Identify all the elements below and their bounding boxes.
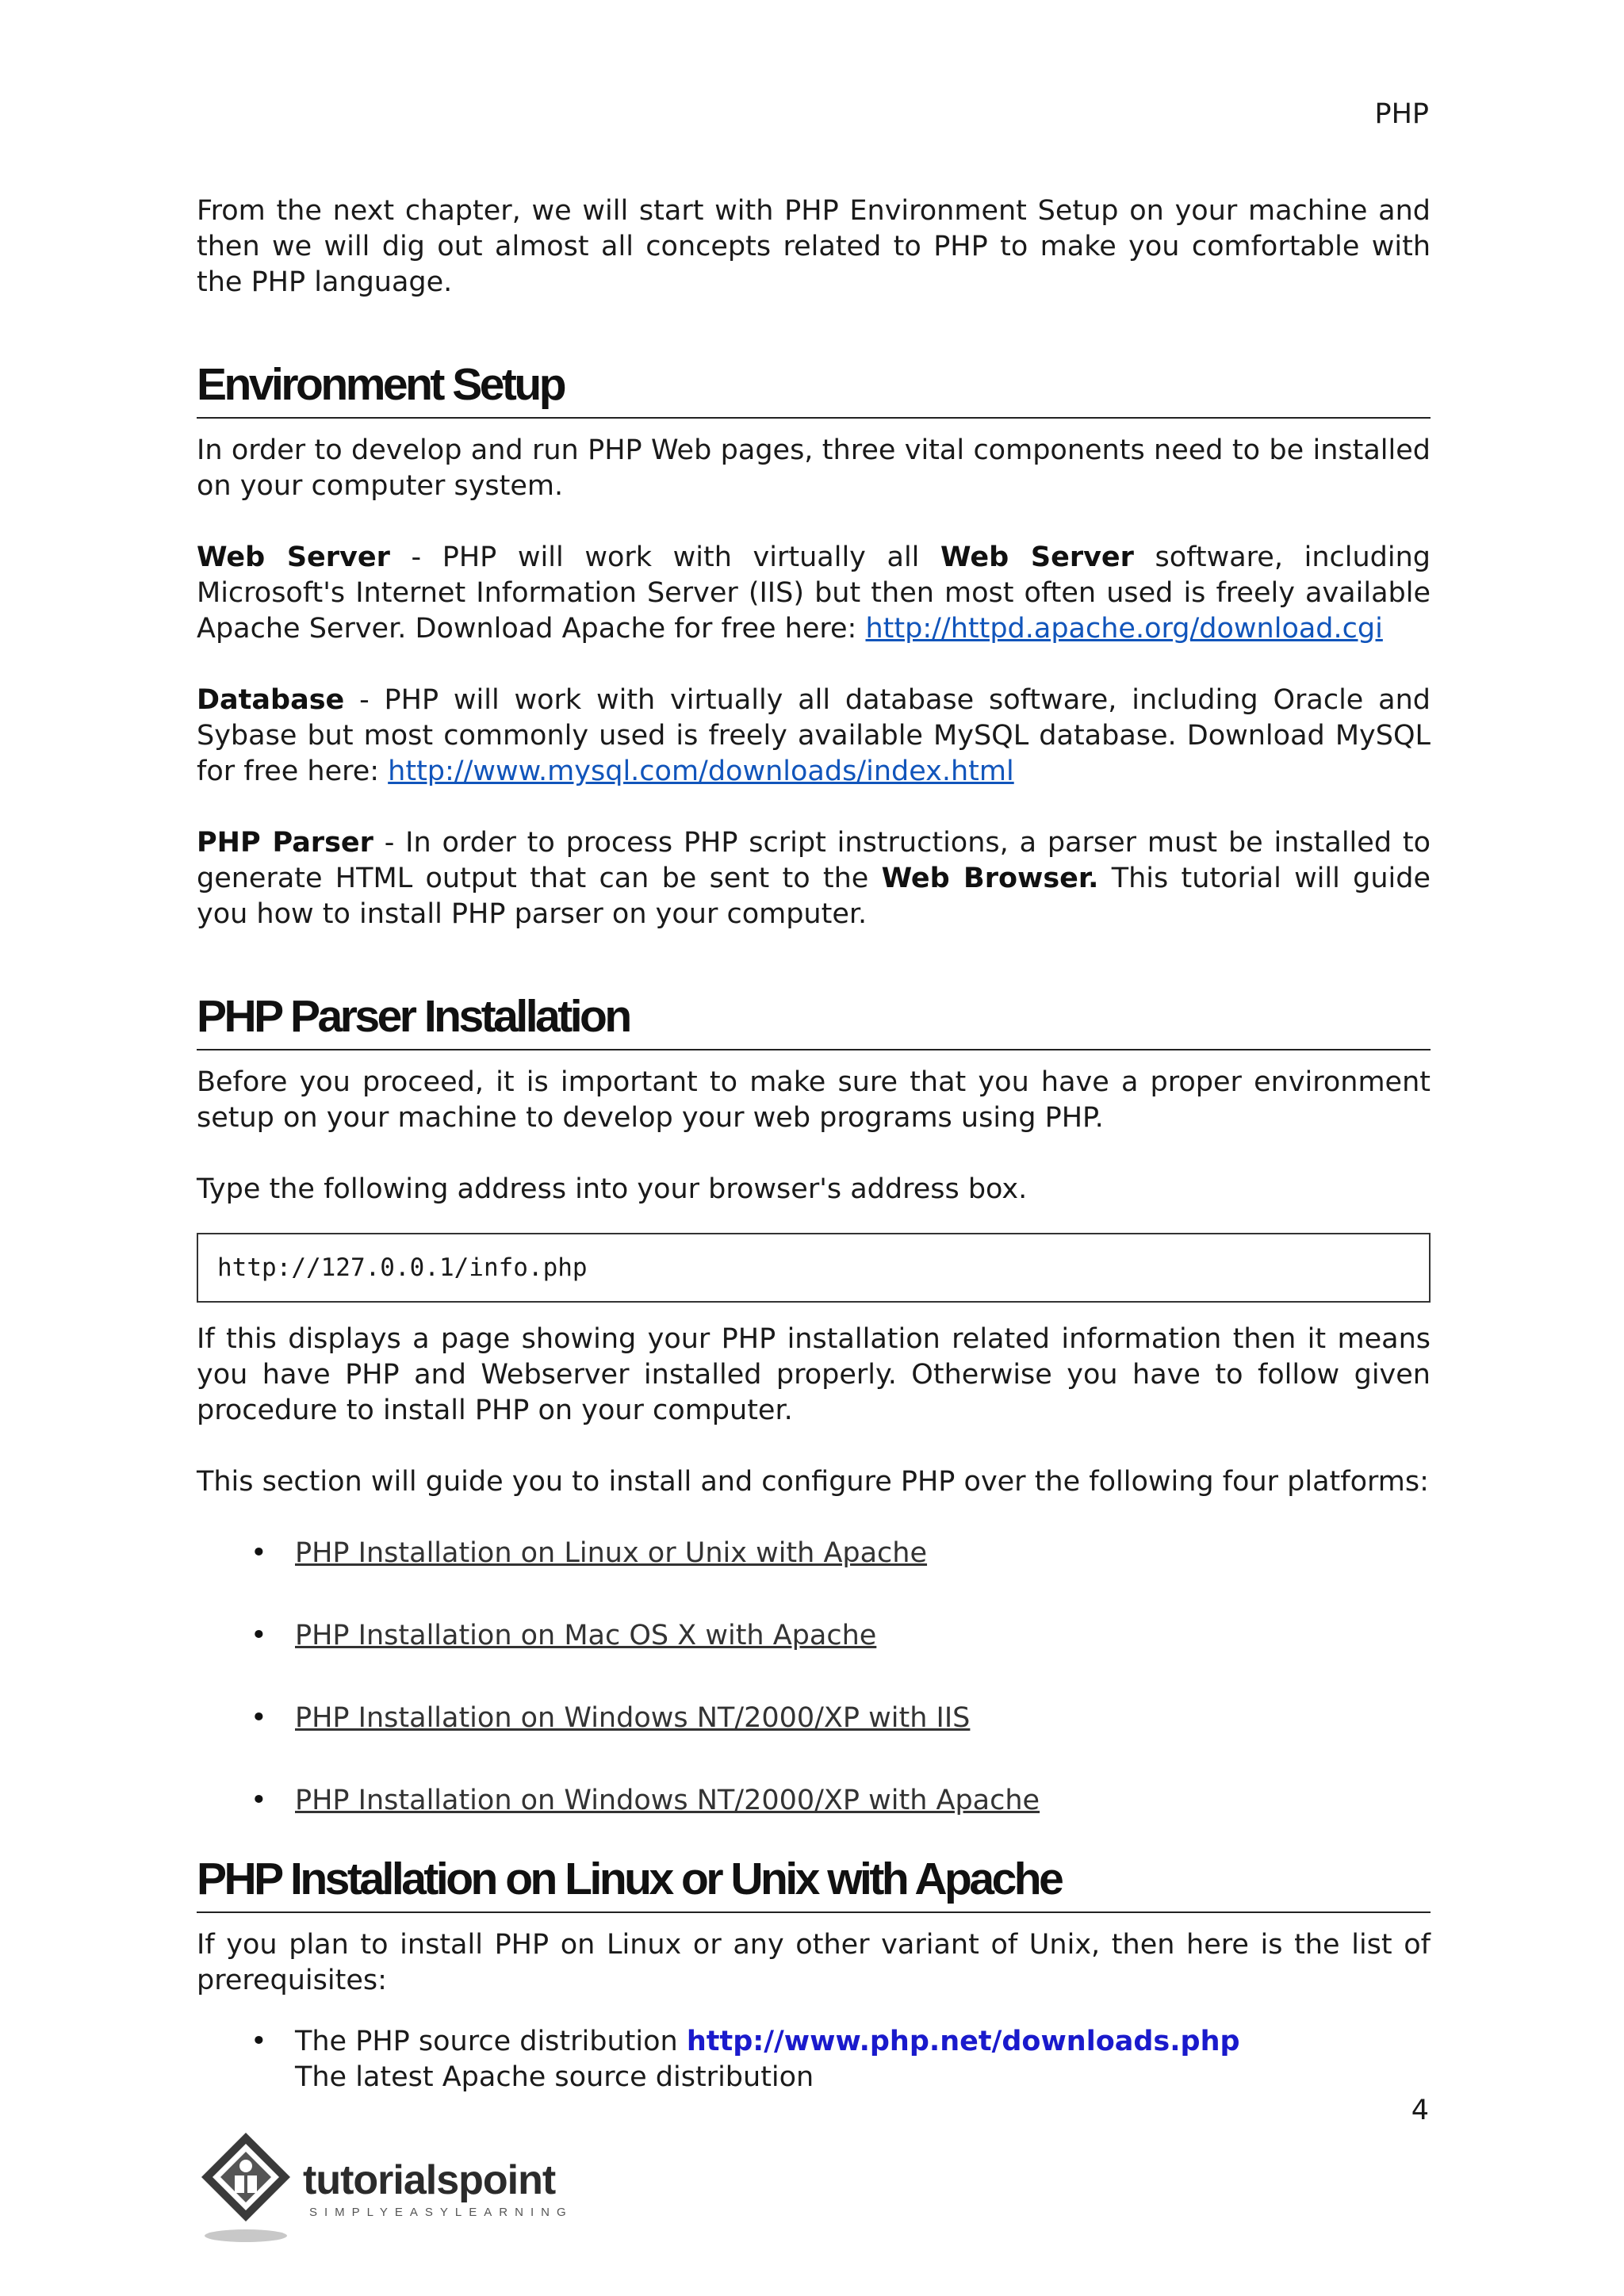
heading-environment-setup: Environment Setup (197, 357, 1431, 419)
php-parser-text-2: This tutorial will guide you how to install PHP parser on your computer. (197, 863, 1431, 930)
mysql-download-link[interactable]: http://www.mysql.com/downloads/index.html (388, 756, 1014, 787)
list-item (197, 1701, 1431, 1783)
logo-emblem-icon (197, 2126, 300, 2245)
page-number: 4 (1411, 2095, 1429, 2126)
section-gap (197, 336, 1431, 357)
php-parser-text-1: - In order to process PHP script instructions, a parser must be installed to generate HTML output that can be sent to the (197, 827, 1431, 894)
database-text: - PHP will work with virtually all database software, including Oracle and Sybase but most commonly used is freely available MySQL database. Download MySQL for free here: (197, 684, 1431, 787)
bullet-icon: • (251, 1537, 267, 1569)
list-item (197, 1783, 1431, 1829)
bullet-icon: • (251, 1785, 267, 1816)
list-item (197, 2024, 1431, 2095)
php-downloads-link[interactable]: http://www.php.net/downloads.php (686, 2026, 1240, 2057)
code-block (197, 1233, 1431, 1303)
prereq-line-2: The latest Apache source distribution (295, 2061, 814, 2093)
parser-para-2: Type the following address into your browser's address box. (197, 1173, 1028, 1205)
env-intro-paragraph: In order to develop and run PHP Web pages, three vital components need to be installed on your computer system. (197, 434, 1431, 502)
database-paragraph (197, 683, 1431, 790)
php-parser-paragraph (197, 825, 1431, 932)
parser-para-4: This section will guide you to install and configure PHP over the following four platforms: (197, 1466, 1429, 1498)
parser-para-3: If this displays a page showing your PHP installation related information then it means you have PHP and Webserver installed properly. Otherwise you have to follow given procedure to install PHP on your computer. (197, 1323, 1431, 1426)
bullet-icon: • (251, 1702, 267, 1734)
tutorialspoint-logo (197, 2126, 593, 2245)
platform-list (197, 1536, 1431, 1829)
web-server-text-2: software, including Microsoft's Internet Information Server (IIS) but then most often used is freely available Apache Server. Download Apache for free here: (197, 541, 1431, 645)
platform-link-mac[interactable]: PHP Installation on Mac OS X with Apache (295, 1620, 877, 1651)
parser-para-1: Before you proceed, it is important to make sure that you have a proper environment setup on your machine to develop your web programs using PHP. (197, 1066, 1431, 1134)
code-text: http://127.0.0.1/info.php (217, 1253, 588, 1282)
web-browser-bold: Web Browser. (881, 863, 1099, 894)
platform-link-windows-iis[interactable]: PHP Installation on Windows NT/2000/XP with IIS (295, 1702, 971, 1734)
web-server-text-1: - PHP will work with virtually all (389, 541, 941, 573)
running-header: PHP (1374, 98, 1429, 130)
intro-paragraph: From the next chapter, we will start with PHP Environment Setup on your machine and then we will dig out almost all concepts related to PHP to make you comfortable with the PHP language. (197, 195, 1431, 298)
heading-parser-installation: PHP Parser Installation (197, 989, 1431, 1050)
bullet-icon: • (251, 2026, 267, 2057)
logo-tagline: SIMPLYEASYLEARNING (309, 2206, 573, 2219)
linux-intro-paragraph: If you plan to install PHP on Linux or any other variant of Unix, then here is the list of prerequisites: (197, 1929, 1431, 1996)
list-item (197, 1618, 1431, 1701)
web-server-term: Web Server (197, 541, 390, 573)
web-server-paragraph (197, 540, 1431, 647)
web-server-bold: Web Server (940, 541, 1134, 573)
platform-link-linux[interactable]: PHP Installation on Linux or Unix with Apache (295, 1537, 928, 1569)
database-term: Database (197, 684, 345, 716)
apache-download-link[interactable]: http://httpd.apache.org/download.cgi (865, 613, 1383, 645)
list-item (197, 1536, 1431, 1618)
prereq-list (197, 2024, 1431, 2095)
page-content (197, 193, 1431, 2095)
prereq-text: The PHP source distribution (295, 2026, 687, 2057)
bullet-icon: • (251, 1620, 267, 1651)
heading-linux-install: PHP Installation on Linux or Unix with Apache (197, 1851, 1431, 1913)
php-parser-term: PHP Parser (197, 827, 373, 859)
section-gap (197, 968, 1431, 989)
logo-wordmark: tutorialspoint (303, 2157, 556, 2203)
platform-link-windows-apache[interactable]: PHP Installation on Windows NT/2000/XP with Apache (295, 1785, 1040, 1816)
